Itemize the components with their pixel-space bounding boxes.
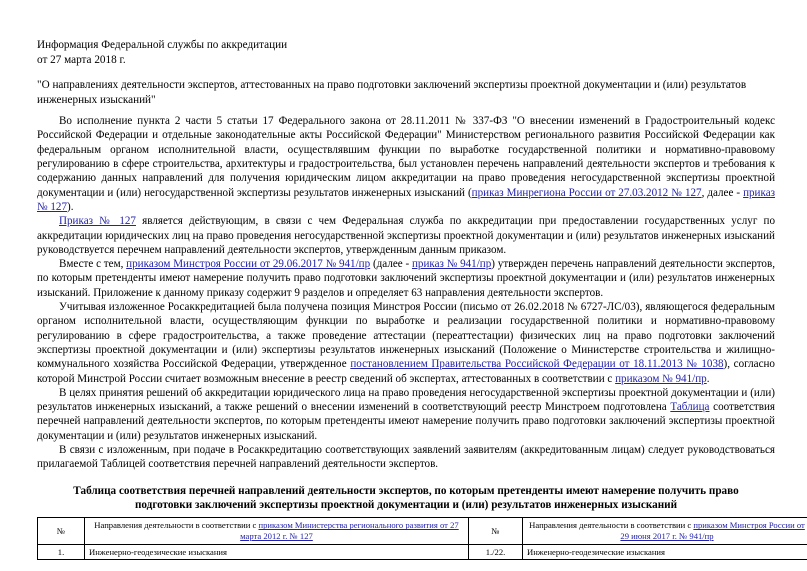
link-p4-3[interactable]: приказом № 941/пр: [615, 372, 707, 385]
link-order-127-header[interactable]: приказом Министерства регионального развития от 27 марта 2012 г. № 127: [240, 520, 459, 542]
text-p4-4: .: [706, 372, 710, 385]
header-cell-directions-127: [85, 518, 469, 544]
link-p1-1[interactable]: приказ Минрегиона России от 27.03.2012 № 127: [471, 186, 702, 199]
text-p5-0: В целях принятия решений об аккредитации юридического лица на право проведения негосударственной экспертизы проектной документации и (или) результатов инженерных изысканий, а также решений о внесении изменений в соответствующий реестр Минстроем подготовлена: [37, 386, 775, 414]
link-p3-1[interactable]: приказом Минстроя России от 29.06.2017 № 941/пр: [126, 258, 371, 271]
header-text-prefix-left: Направления деятельности в соответствии с: [94, 520, 259, 531]
link-p1-3[interactable]: приказ № 127: [37, 186, 776, 213]
link-p3-3[interactable]: приказ № 941/пр: [411, 258, 492, 271]
text-p1-0: Во исполнение пункта 2 части 5 статьи 17 Федерального закона от 28.11.2011 № 337-ФЗ "О внесении изменений в Градостроительный кодекс Российской Федерации и отдельные законодательные акты Российской Федерации" Министерством регионального развития Российской Федерации как федеральным органом исполнительной власти, осуществлявшим функции по выработке государственной политики и нормативно-правовому регулированию в сфере строительства, архитектуры и градостроительства, был установлен перечень направлений деятельности экспертов и требования к содержанию данных направлений для получения юридическим лицом аккредитации на право проведения негосударственной экспертизы проектной документации и (или) негосударственной экспертизы результатов инженерных изысканий (: [37, 115, 775, 199]
text-p6-0: В связи с изложенным, при подаче в Росаккредитацию соответствующих заявлений заявителям (аккредитованным лицам) следует руководствоваться прилагаемой Таблицей соответствия перечней направлений деятельности экспертов.: [37, 444, 775, 471]
correspondence-table: [37, 517, 807, 560]
text-p3-2: (далее -: [370, 258, 412, 271]
table-caption: Таблица соответствия перечней направлений деятельности экспертов, по которым претенденты имеют намерение получить право подготовки заключений экспертизы проектной документации и (или) результатов инженерных изысканий: [73, 484, 739, 512]
header-cell-number-right: №: [469, 518, 523, 544]
link-p4-1[interactable]: постановлением Правительства Российской Федерации от 18.11.2013 № 1038: [350, 358, 724, 371]
paragraph-p3: [37, 257, 775, 300]
paragraph-p6: [37, 443, 775, 472]
link-order-941-header[interactable]: приказом Минстроя России от 29 июня 2017 г. № 941/пр: [620, 520, 805, 542]
text-p3-0: Вместе с тем,: [59, 258, 127, 271]
text-p4-2: ), согласно которой Минстрой России считает возможным внесение в реестр сведений об экспертах, аттестованных в соответствии с: [37, 358, 775, 385]
paragraph-p4: [37, 300, 775, 386]
link-p2-0[interactable]: Приказ № 127: [59, 215, 136, 228]
header-cell-number-left: №: [38, 518, 85, 544]
table-row: [38, 544, 807, 560]
paragraph-p1: [37, 114, 775, 214]
paragraph-p2: [37, 214, 775, 257]
spacer: [37, 107, 775, 114]
cell-number-right: 1./22.: [469, 544, 523, 560]
document-content: [37, 38, 805, 560]
table-header-row: [38, 518, 807, 544]
doc-header-line-1: Информация Федеральной службы по аккредитации: [37, 39, 288, 51]
paragraph-list: [37, 114, 775, 471]
link-p5-1[interactable]: Таблица: [670, 401, 710, 414]
document-title: "О направлениях деятельности экспертов, аттестованных на право подготовки заключений экспертизы проектной документации и (или) результатов инженерных изысканий": [37, 79, 747, 106]
text-p3-4: ) утвержден перечень направлений деятельности экспертов, по которым претенденты имеют намерение получить право подготовки заключений экспертизы проектной документации и (или) результатов инженерных изысканий. Приложение к данному приказу содержит 9 разделов и определяет 63 направления деятельности экспертов.: [37, 258, 775, 299]
cell-number-left: 1.: [38, 544, 85, 560]
text-p2-1: является действующим, в связи с чем Федеральная служба по аккредитации при предоставлении государственных услуг по аккредитации юридических лиц на право проведения негосударственной экспертизы проектной документации и (или) результатов инженерных изысканий руководствуется перечнем направлений деятельности экспертов, утвержденным данным приказом.: [37, 215, 776, 256]
text-p1-2: , далее -: [701, 186, 744, 199]
paragraph-p5: [37, 386, 775, 443]
cell-direction-right: Инженерно-геодезические изыскания: [523, 544, 807, 560]
text-p4-0: Учитывая изложенное Росаккредитацией была получена позиция Минстроя России (письмо от 26.02.2018 № 6727-ЛС/03), являющегося федеральным органом исполнительной власти, осуществляющим функции по выработке и реализации государственной политики и нормативно-правовому регулированию в сфере градостроительства, а также проведение аттестации (переаттестации) физических лиц на право подготовки заключений экспертизы проектной документации и (или) экспертизы результатов инженерных изысканий (Положение о Министерстве строительства и жилищно-коммунального хозяйства Российской Федерации, утвержденное: [37, 301, 775, 371]
text-p1-4: ).: [67, 200, 74, 213]
text-p5-2: соответствия перечней направлений деятельности экспертов, по которым претенденты имеют намерение получить право подготовки заключений экспертизы проектной документации и (или) результатов инженерных изысканий.: [37, 401, 775, 442]
spacer: [37, 67, 775, 78]
header-text-prefix-right: Направления деятельности в соответствии с: [529, 520, 694, 531]
header-cell-directions-941: [523, 518, 807, 544]
cell-direction-left: Инженерно-геодезические изыскания: [85, 544, 469, 560]
doc-header-line-2: от 27 марта 2018 г.: [37, 53, 126, 66]
